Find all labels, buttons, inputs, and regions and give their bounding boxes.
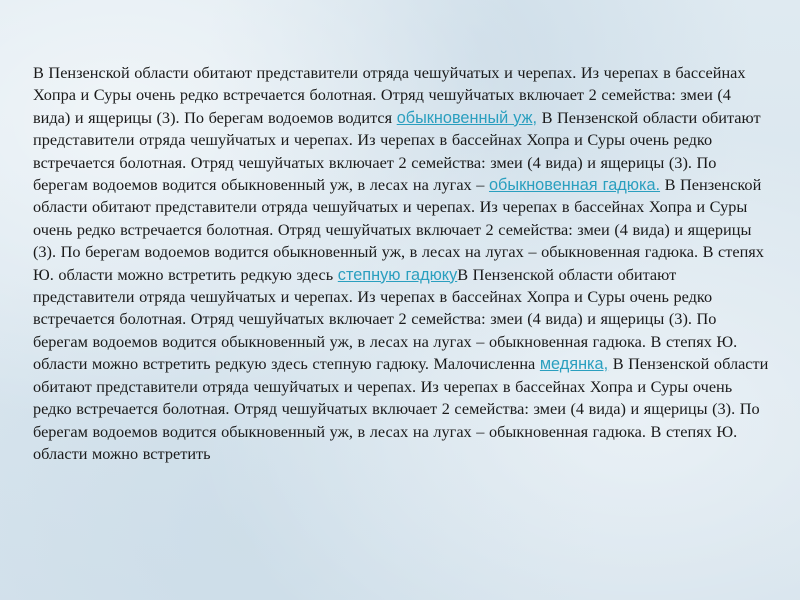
link-common-viper[interactable]: обыкновенная гадюка. [488, 176, 661, 195]
link-steppe-viper[interactable]: степную гадюку [337, 265, 458, 284]
link-common-grass-snake[interactable]: обыкновенный уж, [396, 108, 538, 127]
link-smooth-snake[interactable]: медянка, [539, 355, 609, 374]
paragraph-text-3: В Пензенской области обитают представители отряда чешуйчатых и черепах. Из черепах в бассейнах Хопра и Суры очень редко встречается болотная. Отряд чешуйчатых включает 2 семейства: змеи (4 вида) и ящерицы (3). По берегам водоемов водится обыкновенный уж, в лесах на лугах – обыкновенная гадюка. В степях Ю. области можно встретить редкую здесь [33, 175, 764, 284]
body-paragraph [33, 62, 771, 465]
text-block [33, 62, 771, 465]
paragraph-text-4: В Пензенской области обитают представители отряда чешуйчатых и черепах. Из черепах в бассейнах Хопра и Суры очень редко встречается болотная. Отряд чешуйчатых включает 2 семейства: змеи (4 вида) и ящерицы (3). По берегам водоемов водится обыкновенный уж, в лесах на лугах – обыкновенная гадюка. В степях Ю. области можно встретить редкую здесь степную гадюку. Малочисленна [33, 264, 738, 374]
paragraph-text-1: В Пензенской области обитают представители отряда чешуйчатых и черепах. Из черепах в бассейнах Хопра и Суры очень редко встречается болотная. Отряд чешуйчатых включает 2 семейства: змеи (4 вида) и ящерицы (3). По берегам водоемов водится [33, 63, 746, 127]
paragraph-text-5: В Пензенской области обитают представители отряда чешуйчатых и черепах. Из черепах в бассейнах Хопра и Суры очень редко встречается болотная. Отряд чешуйчатых включает 2 семейства: змеи (4 вида) и ящерицы (3). По берегам водоемов водится обыкновенный уж, в лесах на лугах – обыкновенная гадюка. В степях Ю. области можно встретить [33, 354, 769, 463]
paragraph-text-2: В Пензенской области обитают представители отряда чешуйчатых и черепах. Из черепах в бассейнах Хопра и Суры очень редко встречается болотная. Отряд чешуйчатых включает 2 семейства: змеи (4 вида) и ящерицы (3). По берегам водоемов водится обыкновенный уж, в лесах на лугах – [33, 107, 761, 195]
